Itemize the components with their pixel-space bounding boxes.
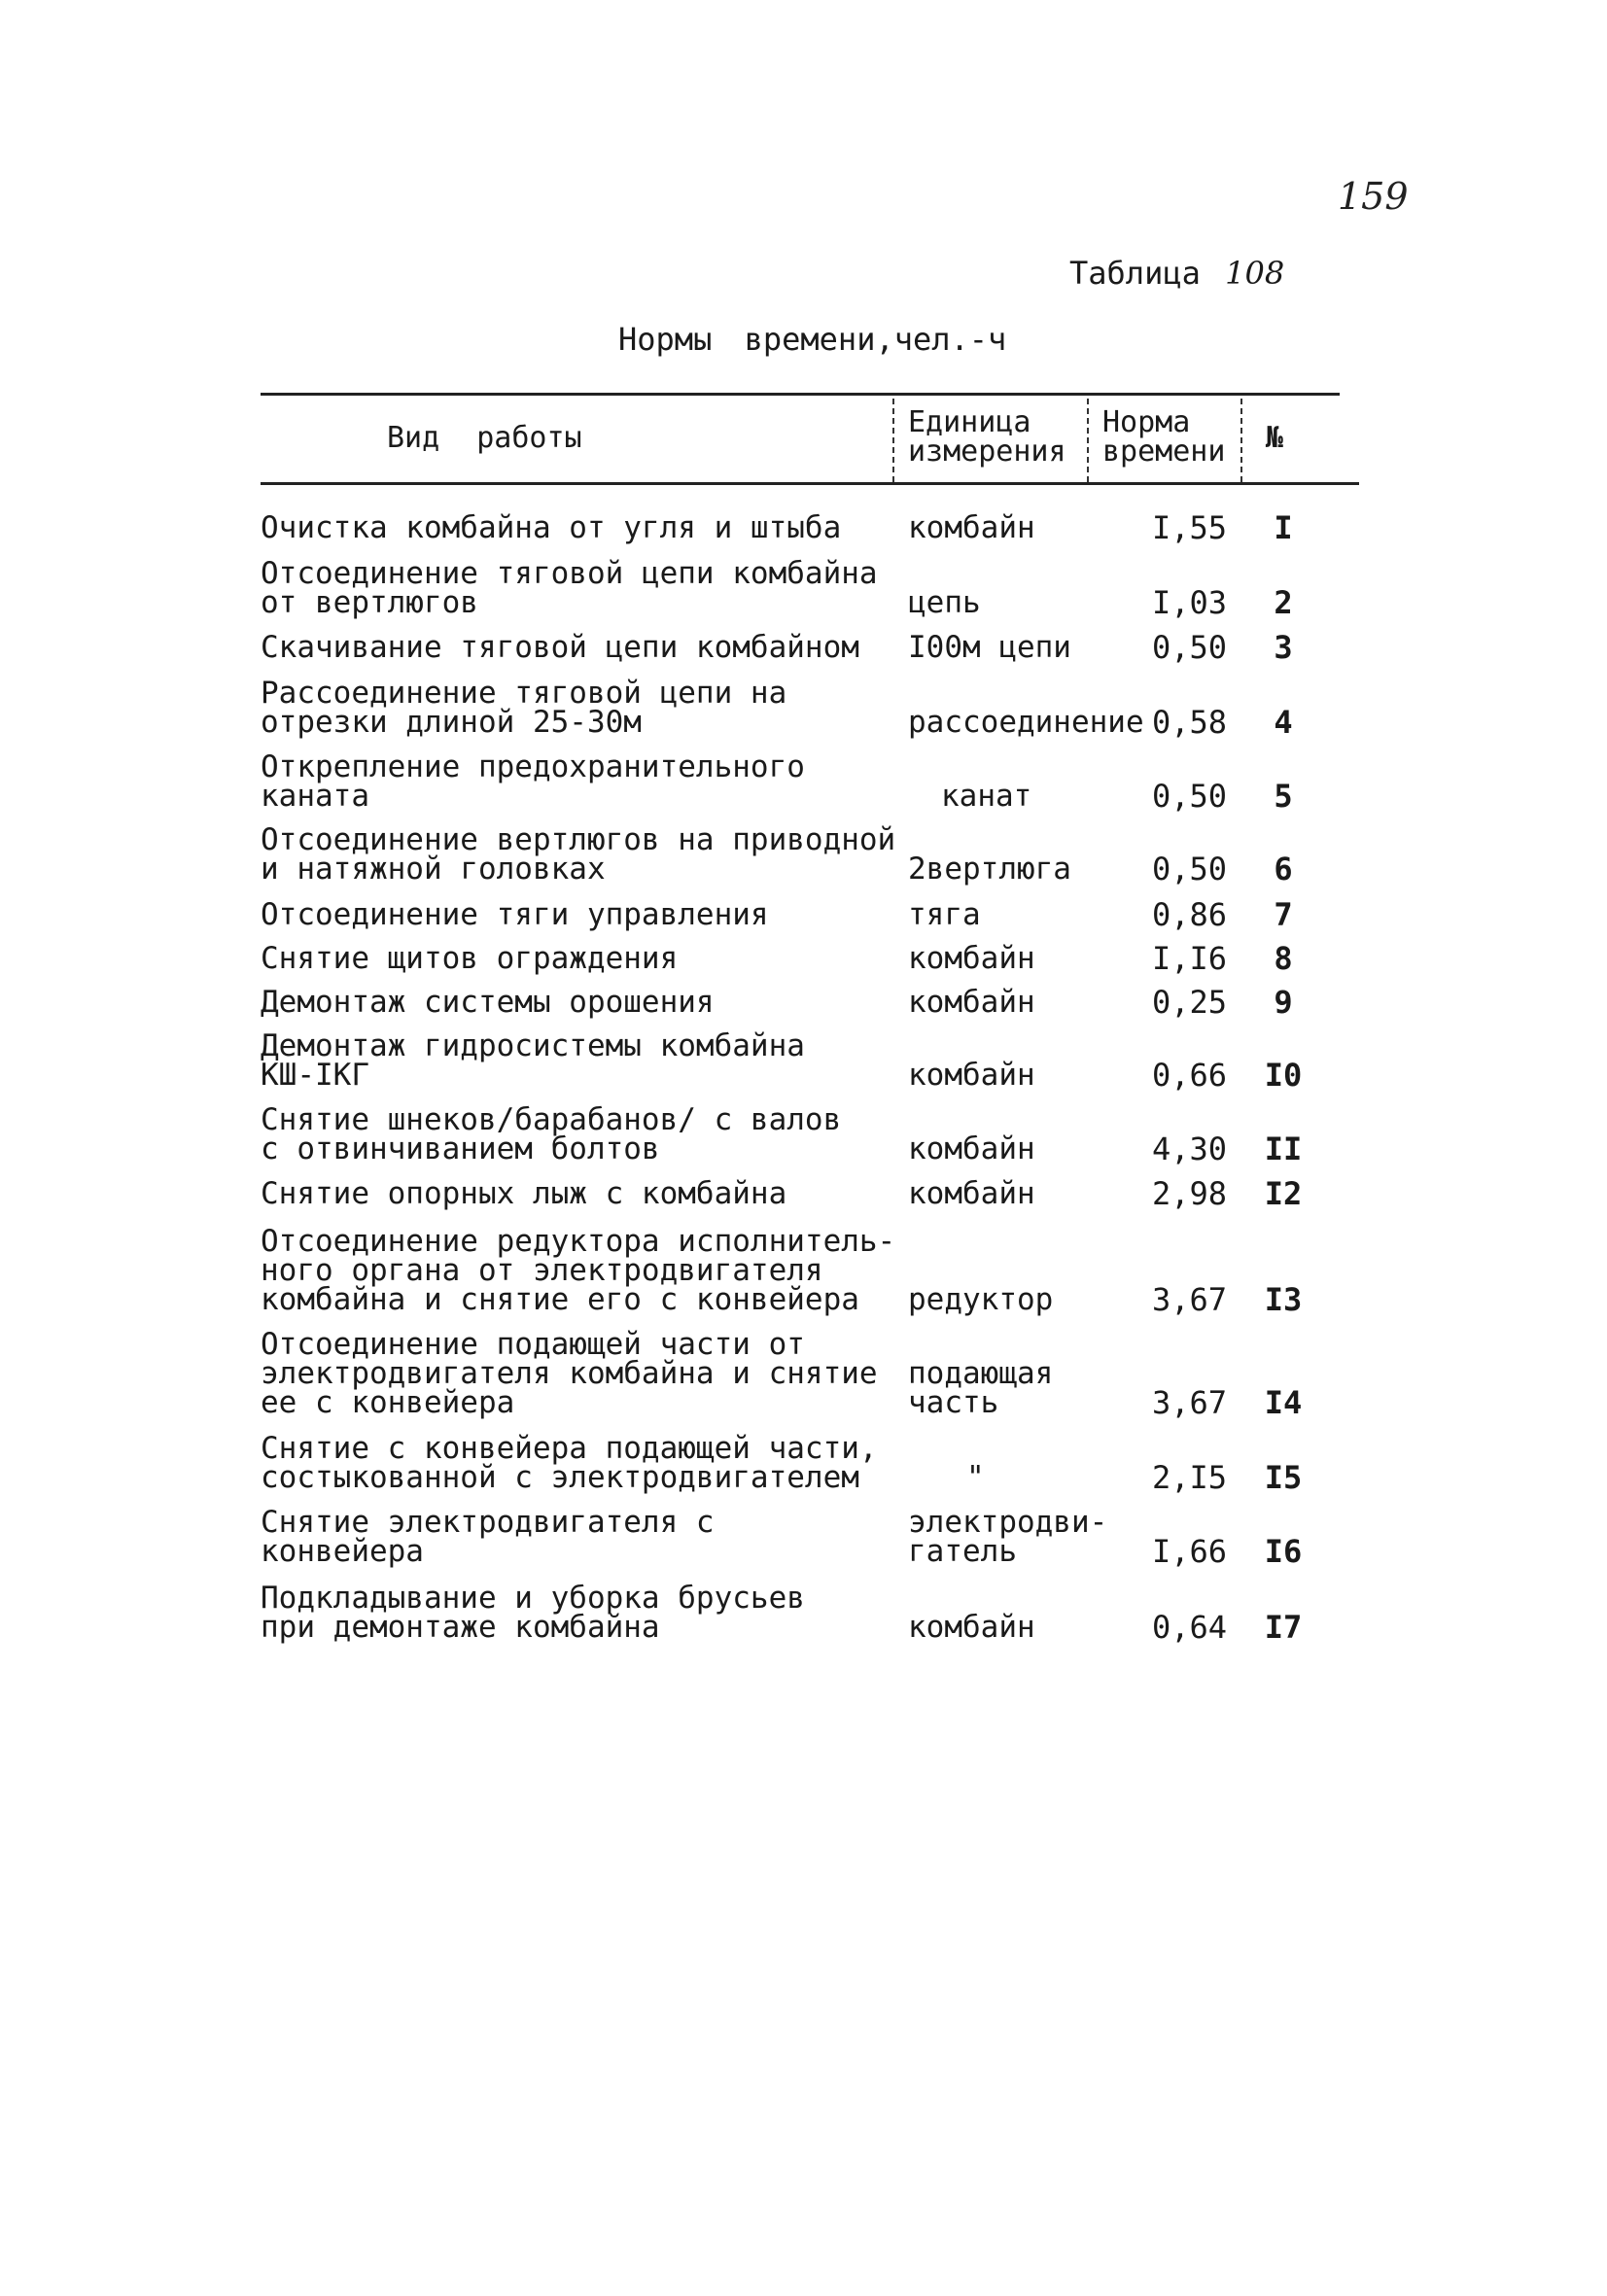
table-caption-label: Таблица <box>1069 255 1201 292</box>
cell-unit: рассоединение <box>908 705 1144 740</box>
header-norm <box>1102 405 1226 469</box>
table-top-rule <box>261 393 1340 396</box>
table-row <box>261 1414 1349 1496</box>
cell-norm: 0,50 <box>1151 851 1227 887</box>
table-row <box>261 584 1349 666</box>
cell-unit: комбайн <box>908 510 1035 545</box>
table-row <box>261 1224 1349 1318</box>
table-row <box>261 939 1349 1021</box>
header-work: Вид работы <box>387 421 582 455</box>
cell-number: I2 <box>1264 1175 1303 1212</box>
cell-number: 2 <box>1274 584 1293 621</box>
cell-norm: 2,98 <box>1151 1175 1227 1212</box>
table-row <box>261 1564 1349 1646</box>
cell-work: Открепление предохранительного каната <box>261 749 805 814</box>
cell-norm: 3,67 <box>1151 1281 1227 1318</box>
cell-work: Отсоединение вертлюгов на приводной и натяжной головках <box>261 822 896 887</box>
table-row <box>261 1131 1349 1212</box>
cell-number: 8 <box>1274 940 1293 977</box>
cell-work: Снятие щитов ограждения <box>261 941 679 976</box>
cell-norm: 0,66 <box>1151 1057 1227 1094</box>
cell-work: Демонтаж системы орошения <box>261 985 715 1020</box>
table-row <box>261 1012 1349 1094</box>
cell-number: I <box>1274 509 1293 546</box>
cell-norm: 0,25 <box>1151 984 1227 1021</box>
cell-norm: 0,58 <box>1151 704 1227 741</box>
cell-number: I6 <box>1264 1533 1303 1570</box>
cell-unit: комбайн <box>908 985 1035 1020</box>
cell-norm: 0,50 <box>1151 629 1227 666</box>
table-caption-number: 108 <box>1225 255 1285 292</box>
cell-work: Снятие электродвигателя с конвейера <box>261 1505 715 1569</box>
table-row <box>261 659 1349 741</box>
header-number: № <box>1266 421 1284 455</box>
table-row <box>261 465 1349 546</box>
cell-norm: 0,64 <box>1151 1609 1227 1646</box>
cell-number: 4 <box>1274 704 1293 741</box>
cell-unit: комбайн <box>908 1131 1035 1166</box>
cell-unit: комбайн <box>908 1610 1035 1645</box>
cell-unit: подающая часть <box>908 1356 1054 1420</box>
cell-work: Отсоединение тяговой цепи комбайна от вертлюгов <box>261 556 878 620</box>
cell-norm: 2,I5 <box>1151 1459 1227 1496</box>
table-caption <box>1069 255 1284 292</box>
cell-number: I5 <box>1264 1459 1303 1496</box>
cell-work: Демонтаж гидросистемы комбайна КШ-IКГ <box>261 1028 805 1093</box>
cell-number: 9 <box>1274 984 1293 1021</box>
cell-unit: I00м цепи <box>908 630 1071 665</box>
cell-unit: тяга <box>908 897 981 932</box>
cell-unit: " <box>966 1460 985 1495</box>
cell-unit: цепь <box>908 585 981 620</box>
cell-unit: электродви- гатель <box>908 1505 1108 1569</box>
cell-number: I0 <box>1264 1057 1303 1094</box>
header-unit <box>908 405 1066 469</box>
cell-norm: I,I6 <box>1151 940 1227 977</box>
cell-norm: 3,67 <box>1151 1384 1227 1421</box>
cell-number: I7 <box>1264 1609 1303 1646</box>
cell-number: I3 <box>1264 1281 1303 1318</box>
cell-unit: канат <box>941 779 1032 814</box>
cell-number: 7 <box>1274 896 1293 933</box>
cell-norm: 0,86 <box>1151 896 1227 933</box>
cell-norm: 4,30 <box>1151 1131 1227 1167</box>
cell-norm: 0,50 <box>1151 778 1227 815</box>
cell-number: 3 <box>1274 629 1293 666</box>
cell-unit: 2вертлюга <box>908 852 1071 887</box>
cell-unit: комбайн <box>908 1058 1035 1093</box>
cell-number: II <box>1264 1131 1303 1167</box>
cell-work: Рассоединение тяговой цепи на отрезки длиной 25-30м <box>261 676 787 740</box>
cell-work: Снятие шнеков/барабанов/ с валов с отвинчиванием болтов <box>261 1102 842 1166</box>
cell-unit: комбайн <box>908 941 1035 976</box>
cell-work: Отсоединение тяги управления <box>261 897 769 932</box>
cell-unit: редуктор <box>908 1282 1054 1317</box>
cell-work: Очистка комбайна от угля и штыба <box>261 510 842 545</box>
header-norm-line2: времени <box>1102 435 1226 469</box>
cell-number: 5 <box>1274 778 1293 815</box>
cell-work: Подкладывание и уборка брусьев при демонтаже комбайна <box>261 1581 805 1645</box>
cell-norm: I,03 <box>1151 584 1227 621</box>
cell-work: Скачивание тяговой цепи комбайном <box>261 630 859 665</box>
table-row <box>261 733 1349 815</box>
cell-number: 6 <box>1274 851 1293 887</box>
cell-work: Отсоединение подающей части от электродвигателя комбайна и снятие ее с конвейера <box>261 1327 878 1420</box>
table-title: Нормы времени,чел.-ч <box>618 321 1007 358</box>
cell-work: Снятие опорных лыж с комбайна <box>261 1176 787 1211</box>
cell-number: I4 <box>1264 1384 1303 1421</box>
cell-work: Отсоединение редуктора исполнитель- ного органа от электродвигателя комбайна и снятие его с конвейера <box>261 1224 896 1317</box>
header-unit-line2: измерения <box>908 435 1066 469</box>
page-number: 159 <box>1338 175 1409 218</box>
header-norm-line1: Норма <box>1102 405 1191 439</box>
table-row <box>261 1327 1349 1421</box>
table-row <box>261 1488 1349 1570</box>
cell-work: Снятие с конвейера подающей части, состыкованной с электродвигателем <box>261 1431 878 1495</box>
cell-unit: комбайн <box>908 1176 1035 1211</box>
cell-norm: I,55 <box>1151 509 1227 546</box>
cell-norm: I,66 <box>1151 1533 1227 1570</box>
header-unit-line1: Единица <box>908 405 1031 439</box>
